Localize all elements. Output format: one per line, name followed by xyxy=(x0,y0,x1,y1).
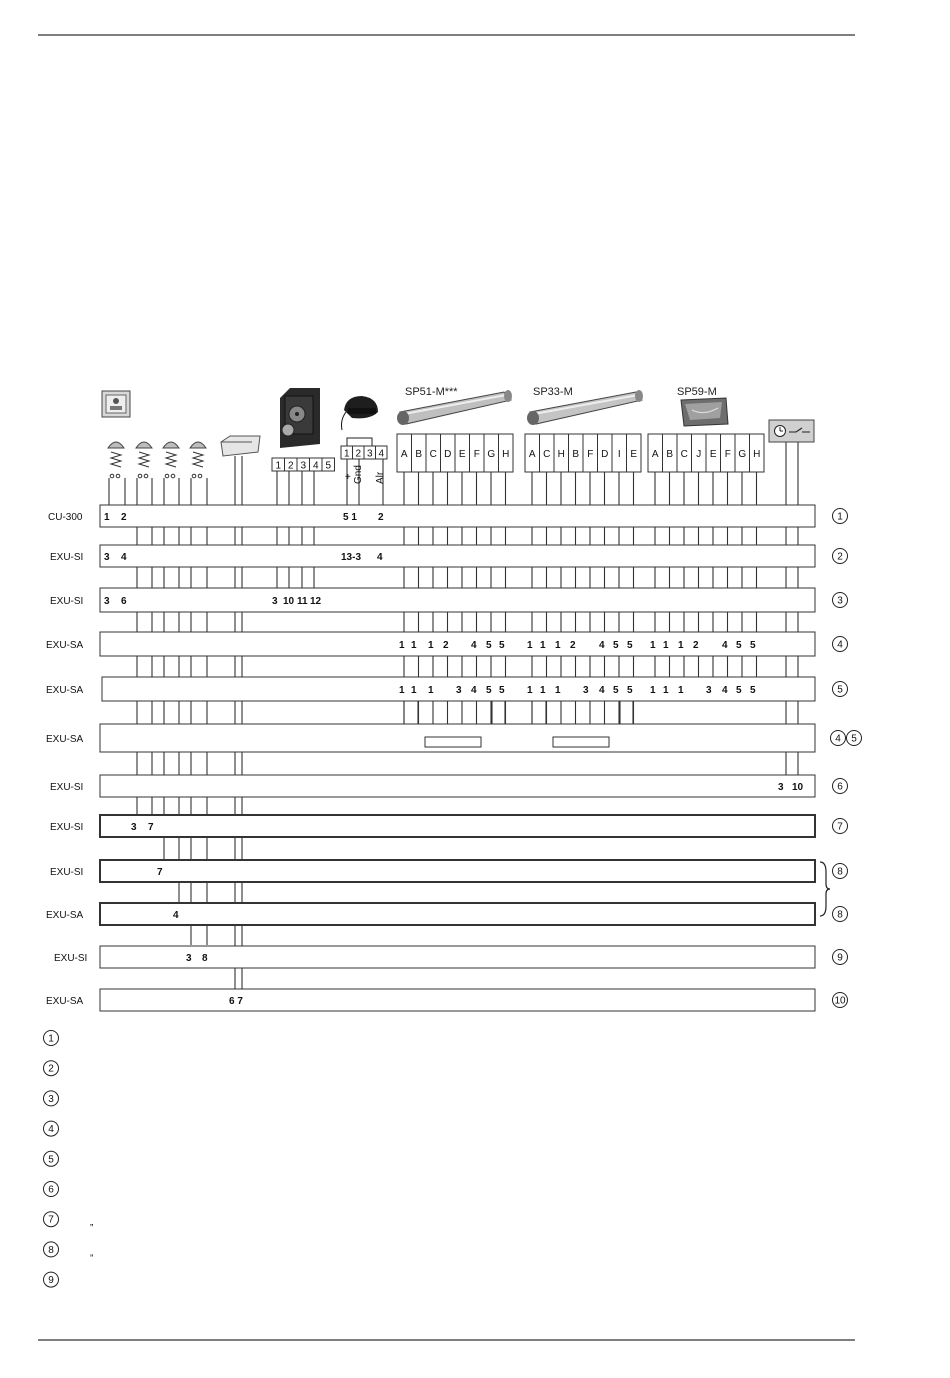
sp33-pin-label: D xyxy=(601,449,609,460)
module-label: EXU-SI xyxy=(50,822,84,833)
smoke-detector-icon xyxy=(342,396,379,430)
module-label: EXU-SA xyxy=(46,640,84,651)
terminal-number: 12 xyxy=(310,596,322,607)
legend-number: 8 xyxy=(48,1244,54,1256)
module-box xyxy=(100,545,815,567)
reference-number: 8 xyxy=(837,866,843,878)
terminal-number: 5 xyxy=(486,685,492,696)
smoke-plus-marking: + xyxy=(345,472,351,483)
terminal-number: 2 xyxy=(693,640,699,651)
legend-number: 6 xyxy=(48,1184,54,1196)
legend-number: 3 xyxy=(48,1093,54,1105)
module-layer xyxy=(46,505,862,1011)
terminal-number: 5 xyxy=(736,685,742,696)
reference-number: 7 xyxy=(837,821,843,833)
terminal-number: 1 xyxy=(650,685,656,696)
sp59-pin-label: H xyxy=(753,449,761,460)
terminal-number: 5 xyxy=(750,685,756,696)
terminal-number: 6 7 xyxy=(229,996,243,1007)
smoke-gnd-marking: Gnd xyxy=(353,465,364,484)
sp51-pin-label: D xyxy=(444,449,452,460)
terminal-number: 1 xyxy=(663,640,669,651)
terminal-number: 1 xyxy=(555,640,561,651)
terminal-number: 1 xyxy=(678,640,684,651)
terminal-number: 3 xyxy=(778,782,784,793)
key-switch-pin-label: 4 xyxy=(312,460,319,472)
sp33-pin-label: E xyxy=(630,449,638,460)
terminal-number: 3 xyxy=(131,822,137,833)
smoke-detector-pin-label: 4 xyxy=(378,448,385,460)
sp59-pin-label: B xyxy=(666,449,674,460)
sp33-pin-label: F xyxy=(587,449,594,460)
sp51-pin-label: B xyxy=(415,449,423,460)
limit-switch-icon xyxy=(108,442,206,478)
smoke-detector-pin-label: 2 xyxy=(355,448,362,460)
terminal-number: 10 xyxy=(792,782,804,793)
terminal-number: 1 xyxy=(527,640,533,651)
sp33-pin-label: B xyxy=(572,449,580,460)
terminal-number: 10 xyxy=(283,596,295,607)
key-switch-pin-label: 5 xyxy=(325,460,332,472)
terminal-number: 5 xyxy=(750,640,756,651)
terminal-number: 3 xyxy=(706,685,712,696)
reference-number: 2 xyxy=(837,551,843,563)
terminal-number: 1 xyxy=(411,685,417,696)
terminal-number: 1 xyxy=(399,685,405,696)
legend-number: 9 xyxy=(48,1275,54,1287)
module-label: EXU-SA xyxy=(46,910,84,921)
module-box xyxy=(100,815,815,837)
sp59-pin-label: E xyxy=(709,449,717,460)
terminal-number: 4 xyxy=(599,685,605,696)
smoke-detector-pin-label: 1 xyxy=(343,448,350,460)
sp33-label: SP33-M xyxy=(533,386,573,398)
terminal-number: 3 xyxy=(272,596,278,607)
push-button-icon xyxy=(102,391,130,417)
module-box xyxy=(100,632,815,656)
terminal-number: 4 xyxy=(121,552,127,563)
terminal-number: 4 xyxy=(599,640,605,651)
legend-number: 5 xyxy=(48,1154,54,1166)
terminal-number: 5 xyxy=(613,685,619,696)
terminal-number: 5 xyxy=(613,640,619,651)
terminal-number: 1 xyxy=(428,685,434,696)
timer-icon xyxy=(769,420,814,442)
group-bracket-icon xyxy=(820,862,830,916)
terminal-number: 4 xyxy=(377,552,383,563)
sp59-pin-label: F xyxy=(724,449,731,460)
terminal-number: 2 xyxy=(443,640,449,651)
sp33-pin-label: I xyxy=(617,449,621,460)
reference-number: 10 xyxy=(834,995,846,1007)
reference-number: 4 xyxy=(837,639,843,651)
reference-number: 1 xyxy=(837,511,843,523)
terminal-number: 1 xyxy=(540,640,546,651)
module-label: EXU-SI xyxy=(50,552,84,563)
module-label: EXU-SA xyxy=(46,734,84,745)
reference-number: 5 xyxy=(837,684,843,696)
terminal-number: 3 xyxy=(583,685,589,696)
terminal-number: 4 xyxy=(471,685,477,696)
relay-box-icon xyxy=(221,436,260,456)
sp59-pin-label: G xyxy=(738,449,747,460)
terminal-number: 6 xyxy=(121,596,127,607)
terminal-number: 5 xyxy=(627,685,633,696)
legend xyxy=(44,1031,94,1288)
terminal-number: 1 xyxy=(411,640,417,651)
terminal-number: 4 xyxy=(722,640,728,651)
terminal-number: 1 xyxy=(428,640,434,651)
reference-number: 4 xyxy=(835,733,841,745)
terminal-number: 1 xyxy=(527,685,533,696)
terminal-number: 4 xyxy=(471,640,477,651)
terminal-number: 1 xyxy=(540,685,546,696)
pin-box-layer xyxy=(272,434,764,472)
reference-number: 8 xyxy=(837,909,843,921)
module-box xyxy=(100,588,815,612)
module-box xyxy=(100,775,815,797)
legend-number: 7 xyxy=(48,1214,54,1226)
key-switch-icon xyxy=(280,388,320,448)
terminal-number: 13-3 xyxy=(341,552,362,563)
sp33-pin-label: H xyxy=(557,449,565,460)
terminal-number: 1 xyxy=(104,512,110,523)
smoke-alr-marking: Alr xyxy=(375,471,386,484)
sp59-pin-label: C xyxy=(680,449,688,460)
module-label: EXU-SI xyxy=(50,782,84,793)
terminal-number: 5 xyxy=(736,640,742,651)
smoke-detector-jumper xyxy=(347,438,372,446)
key-switch-pin-label: 2 xyxy=(287,460,294,472)
sp33-pin-label: C xyxy=(543,449,551,460)
module-label: EXU-SA xyxy=(46,996,84,1007)
terminal-number: 1 xyxy=(678,685,684,696)
terminal-number: 3 xyxy=(186,953,192,964)
module-label: EXU-SI xyxy=(54,953,88,964)
module-box xyxy=(100,903,815,925)
terminal-number: 5 1 xyxy=(343,512,357,523)
smoke-detector-pin-label: 3 xyxy=(366,448,373,460)
reference-number: 6 xyxy=(837,781,843,793)
sp59-pin-label: A xyxy=(651,449,659,460)
sp51-pin-label: A xyxy=(400,449,408,460)
terminal-number: 8 xyxy=(202,953,208,964)
legend-text: „ xyxy=(90,1217,94,1229)
terminal-number: 3 xyxy=(456,685,462,696)
module-box xyxy=(100,505,815,527)
sp51-pin-label: H xyxy=(502,449,510,460)
sp51-pin-label: C xyxy=(429,449,437,460)
terminal-number: 3 xyxy=(104,596,110,607)
sp51-pin-label: E xyxy=(458,449,466,460)
terminal-number: 7 xyxy=(148,822,154,833)
legend-number: 1 xyxy=(48,1033,54,1045)
module-label: EXU-SI xyxy=(50,596,84,607)
reference-number: 9 xyxy=(837,952,843,964)
reference-number: 5 xyxy=(851,733,857,745)
sp51-label: SP51-M*** xyxy=(405,386,458,398)
terminal-number: 5 xyxy=(499,685,505,696)
terminal-number: 5 xyxy=(499,640,505,651)
terminal-number: 2 xyxy=(378,512,384,523)
legend-number: 2 xyxy=(48,1063,54,1075)
sp59-pin-label: J xyxy=(696,449,702,460)
sp51-pin-label: G xyxy=(487,449,496,460)
terminal-number: 4 xyxy=(722,685,728,696)
terminal-number: 1 xyxy=(555,685,561,696)
module-box xyxy=(100,860,815,882)
key-switch-pin-label: 1 xyxy=(275,460,282,472)
legend-text: „ xyxy=(90,1247,94,1259)
reference-number: 3 xyxy=(837,595,843,607)
sp59-label: SP59-M xyxy=(677,386,717,398)
sp59-actuator-icon xyxy=(681,398,728,426)
terminal-number: 2 xyxy=(570,640,576,651)
module-label: EXU-SI xyxy=(50,867,84,878)
terminal-number: 7 xyxy=(157,867,163,878)
terminal-number: 2 xyxy=(121,512,127,523)
terminal-number: 1 xyxy=(650,640,656,651)
terminal-number: 3 xyxy=(104,552,110,563)
terminal-number: 5 xyxy=(627,640,633,651)
module-label: EXU-SA xyxy=(46,685,84,696)
sp51-pin-label: F xyxy=(473,449,480,460)
module-box xyxy=(100,989,815,1011)
key-switch-pin-label: 3 xyxy=(300,460,307,472)
terminal-number: 5 xyxy=(486,640,492,651)
terminal-number: 1 xyxy=(663,685,669,696)
terminal-number: 1 xyxy=(399,640,405,651)
terminal-number: 4 xyxy=(173,910,179,921)
module-label: CU-300 xyxy=(48,512,83,523)
legend-number: 4 xyxy=(48,1124,54,1136)
terminal-number: 11 xyxy=(297,596,308,607)
sp33-pin-label: A xyxy=(528,449,536,460)
